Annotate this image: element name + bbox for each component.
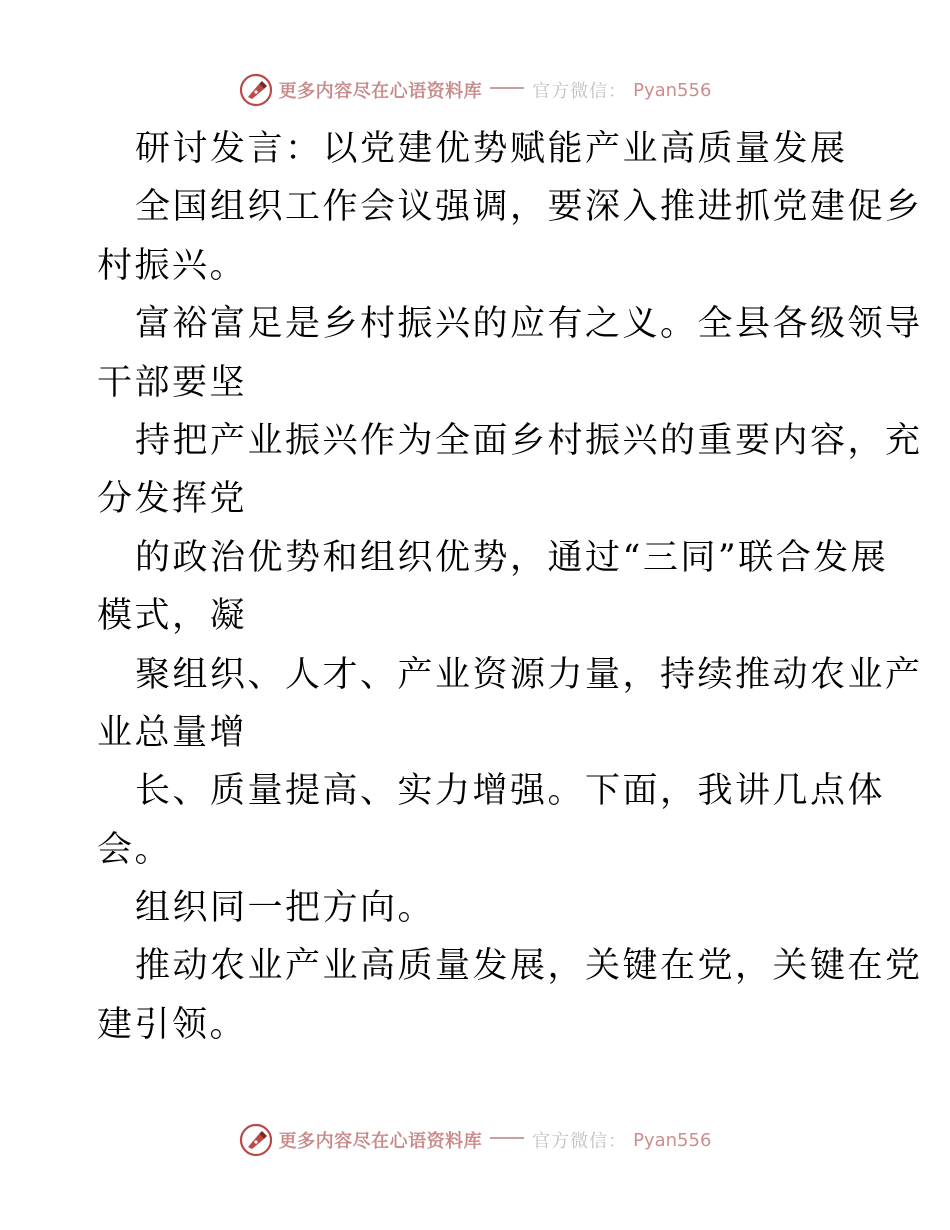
watermark-dash — [490, 1137, 524, 1139]
watermark-wechat-id: Pyan556 — [633, 1129, 712, 1151]
paragraph-line: 会。 — [97, 829, 173, 870]
paragraph-line: 的政治优势和组织优势，通过“三同”联合发展 — [135, 537, 889, 578]
watermark-official-label: 官方微信： — [532, 81, 628, 102]
paragraph-line: 聚组织、人才、产业资源力量，持续推动农业产 — [135, 654, 923, 695]
paragraph-line: 村振兴。 — [97, 245, 248, 286]
document-body — [97, 120, 923, 1054]
paragraph-line: 全国组织工作会议强调，要深入推进抓党建促乡 — [135, 187, 923, 228]
paragraph-line: 组织同一把方向。 — [135, 888, 436, 929]
paragraph-line: 建引领。 — [97, 1004, 248, 1045]
pen-nib-logo-icon — [239, 1123, 273, 1157]
footer-watermark — [0, 1120, 950, 1160]
paragraph-line: 长、质量提高、实力增强。下面，我讲几点体 — [135, 771, 886, 812]
watermark-text: 更多内容尽在心语资料库 — [278, 1131, 483, 1152]
document-title: 研讨发言：以党建优势赋能产业高质量发展 — [135, 129, 848, 169]
watermark-dash — [490, 87, 524, 89]
paragraph-line: 富裕富足是乡村振兴的应有之义。全县各级领导 — [135, 304, 923, 345]
paragraph-line: 分发挥党 — [97, 479, 248, 520]
paragraph-line: 业总量增 — [97, 712, 248, 753]
paragraph-line: 干部要坚 — [97, 362, 248, 403]
pen-nib-logo-icon — [239, 73, 273, 107]
header-watermark — [0, 70, 950, 110]
watermark-text: 更多内容尽在心语资料库 — [278, 81, 483, 102]
paragraph-line: 持把产业振兴作为全面乡村振兴的重要内容，充 — [135, 420, 923, 461]
watermark-official-label: 官方微信： — [532, 1131, 628, 1152]
paragraph-line: 推动农业产业高质量发展，关键在党，关键在党 — [135, 946, 923, 987]
watermark-wechat-id: Pyan556 — [633, 79, 712, 101]
paragraph-line: 模式，凝 — [97, 596, 248, 637]
